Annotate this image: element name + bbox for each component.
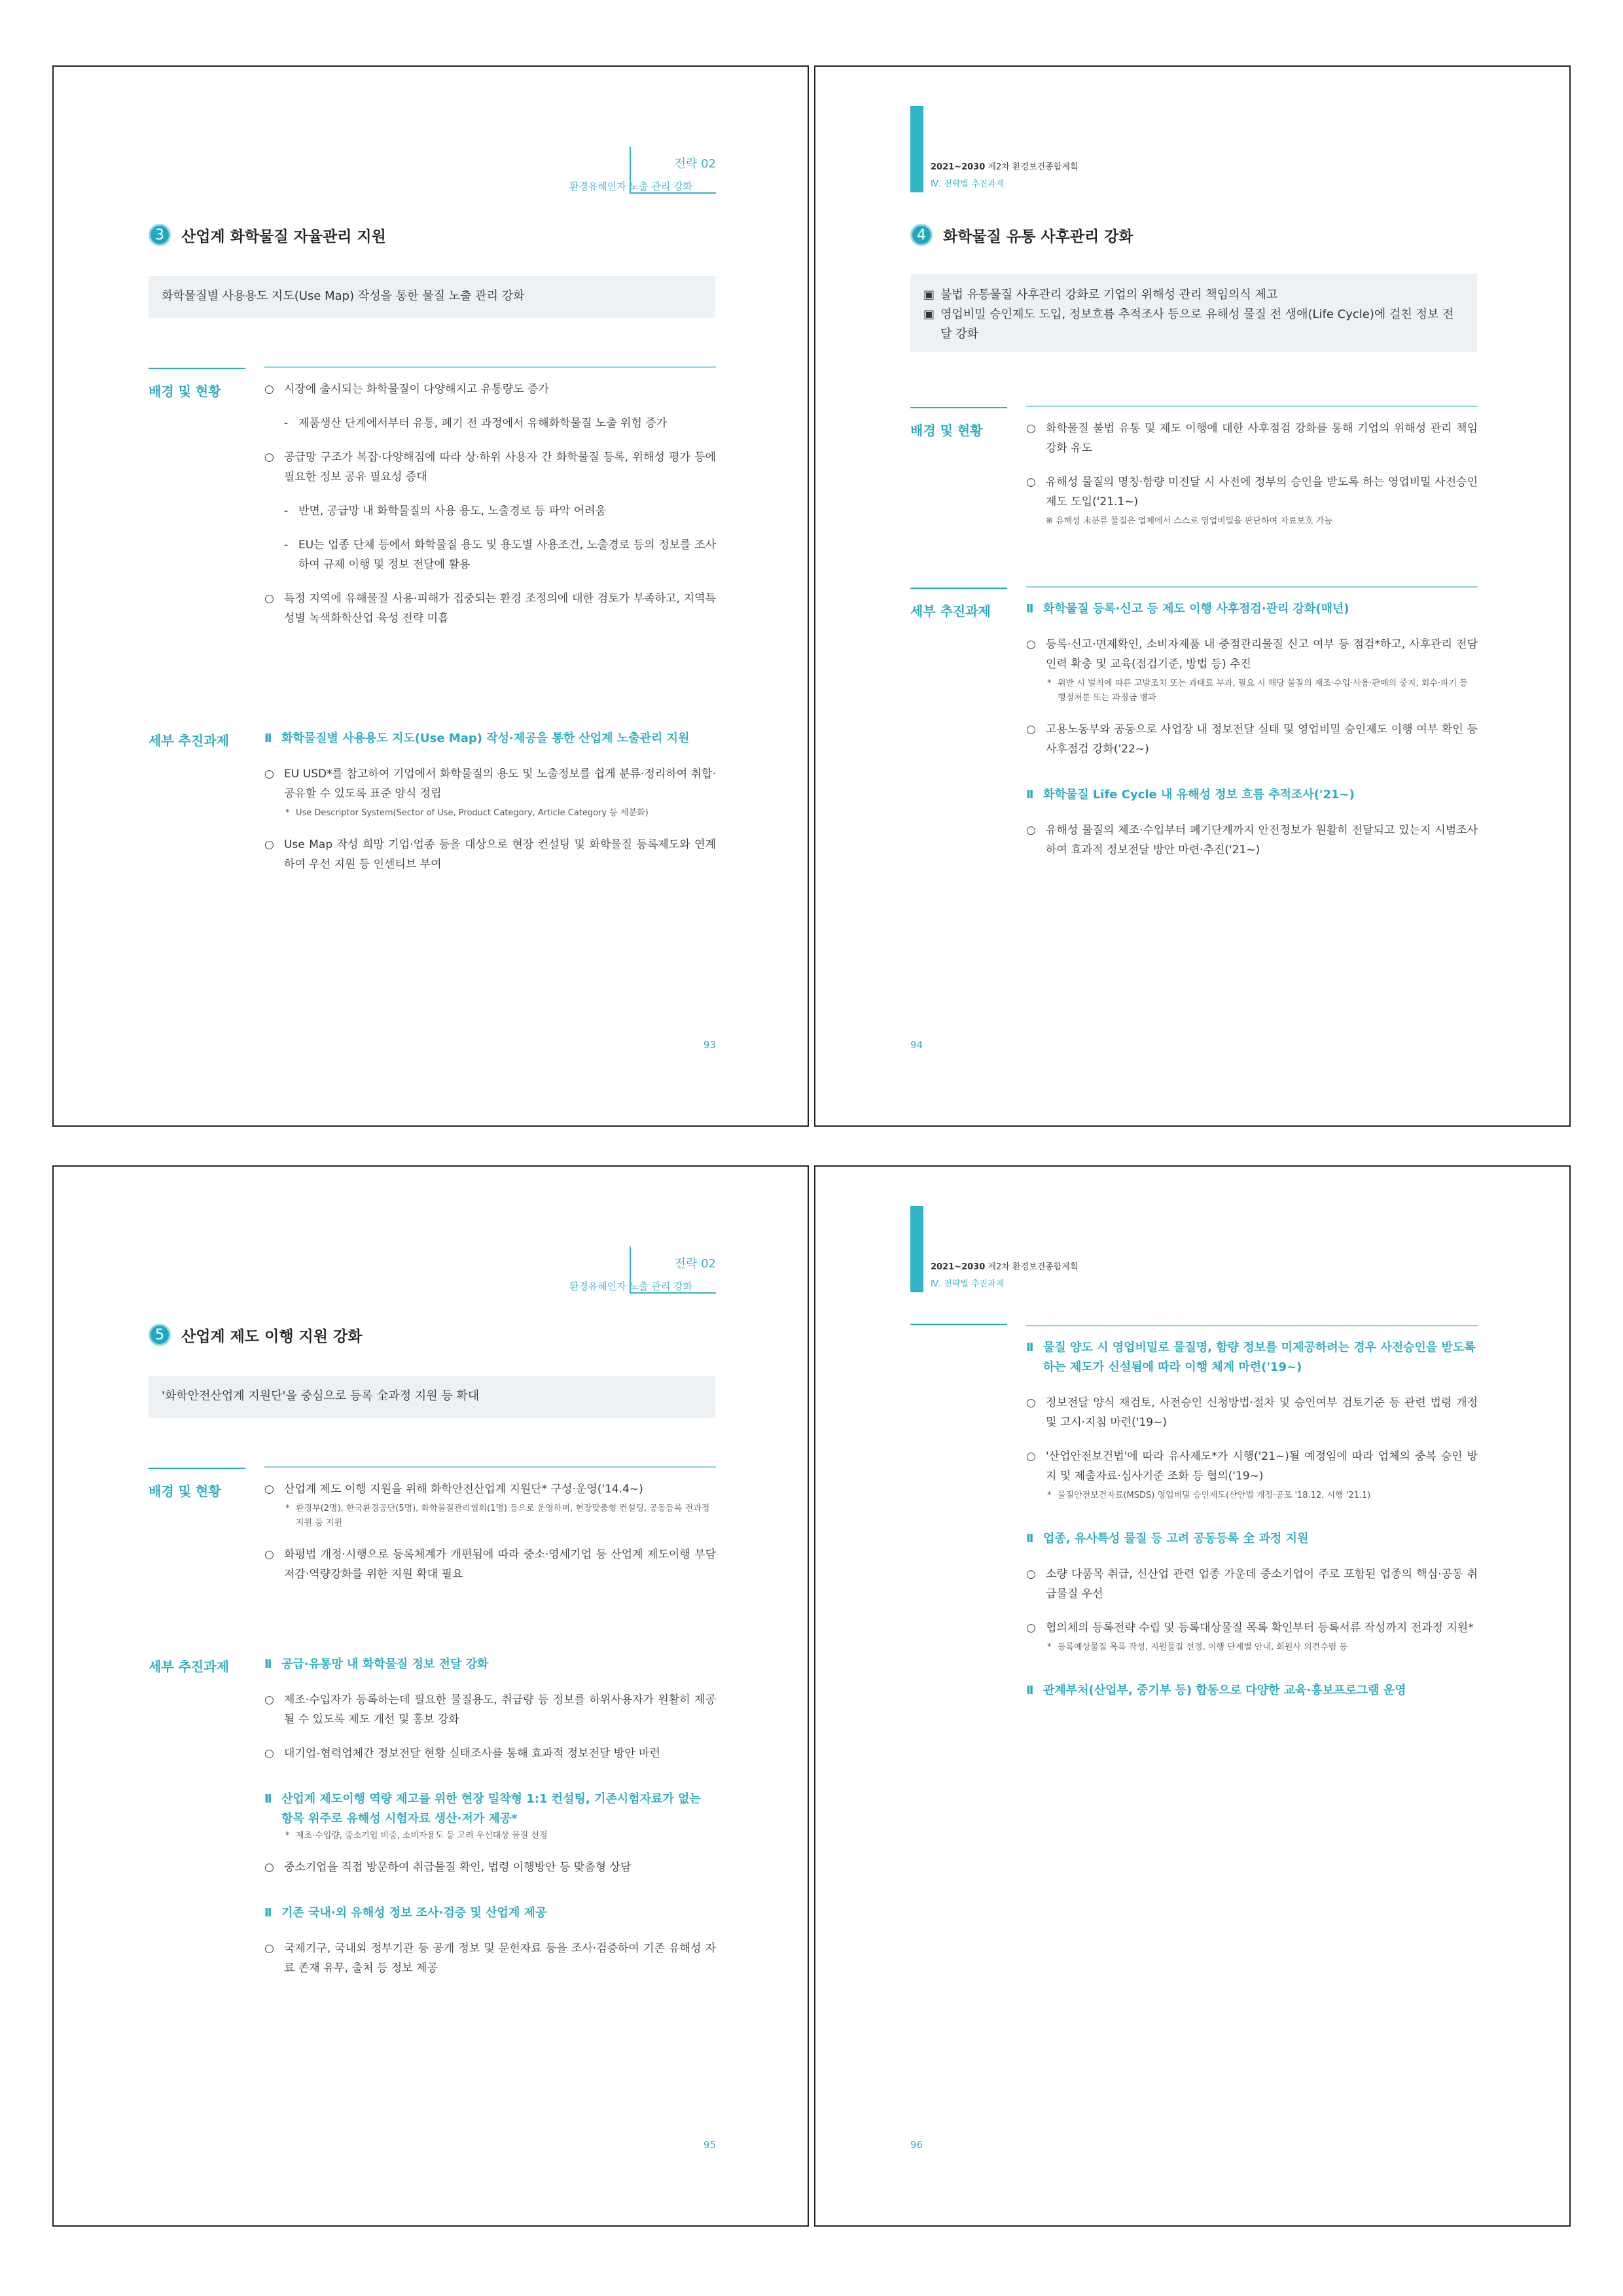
background-label: 배경 및 현황 <box>149 1481 253 1500</box>
background-content <box>1026 419 1478 543</box>
header-plan-title: 2021~2030 제2차 환경보건종합계획 <box>931 1262 1079 1272</box>
list-item: ○ 유해성 물질의 제조·수입부터 폐기단계까지 안전정보가 원활히 전달되고 있는지 시범조사하여 효과적 정보전달 방안 마련·추진('21~) <box>1026 824 1478 857</box>
background-label: 배경 및 현황 <box>149 381 253 400</box>
detail-subheading: ⅠⅠ 화학물질 Life Cycle 내 유해성 정보 흐름 추적조사('21~) <box>1026 788 1355 802</box>
list-item: ○ 등록·신고·면제확인, 소비자제품 내 중점관리물질 신고 여부 등 점검*하고, 사후관리 전담인력 확충 및 교육(점검기준, 방법 등) 추진 <box>1026 638 1478 671</box>
summary-text: 화학물질별 사용용도 지도(Use Map) 작성을 통한 물질 노출 관리 강화 <box>162 289 525 303</box>
detail-label: 세부 추진과제 <box>149 1659 229 1674</box>
section-number: 4 <box>910 224 933 246</box>
page-number: 94 <box>910 1039 923 1051</box>
footnote: * 환경부(2명), 한국환경공단(5명), 화학물질관리협회(1명) 등으로 운영하며, 현장맞춤형 컨설팅, 공동등록 전과정 지원 등 지원 <box>285 1504 710 1528</box>
list-item: ○ 협의체의 등록전략 수립 및 등록대상물질 목록 확인부터 등록서류 작성까지 전과정 지원* <box>1026 1621 1474 1634</box>
section-title-text: 산업계 제도 이행 지원 강화 <box>181 1328 363 1345</box>
detail-label: 세부 추진과제 <box>149 733 229 749</box>
section-title-text: 화학물질 유통 사후관리 강화 <box>943 228 1133 245</box>
detail-subheading: ⅠⅠ 관계부처(산업부, 중기부 등) 합동으로 다양한 교육·홍보프로그램 운영 <box>1026 1684 1406 1697</box>
page-number: 96 <box>910 2139 923 2151</box>
list-item: ○ 제조·수입자가 등록하는데 필요한 물질용도, 취급량 등 정보를 하위사용자가 원활히 제공될 수 있도록 제도 개선 및 홍보 강화 <box>264 1693 716 1726</box>
detail-content <box>264 729 716 889</box>
background-content <box>264 380 716 643</box>
list-item: - 제품생산 단계에서부터 유통, 폐기 전 과정에서 유해화학물질 노출 위험 증가 <box>284 417 668 430</box>
header-chapter: Ⅳ. 전략별 추진과제 <box>931 179 1005 189</box>
list-item: ○ 산업계 제도 이행 지원을 위해 화학안전산업계 지원단* 구성·운영('14.4~) <box>264 1483 643 1496</box>
detail-subheading: ⅠⅠ 업종, 유사특성 물질 등 고려 공동등록 全 과정 지원 <box>1026 1532 1309 1545</box>
header-accent-bar <box>910 1206 923 1292</box>
list-item: ○ '산업안전보건법'에 따라 유사제도*가 시행('21~)될 예정임에 따라 업체의 중복 승인 방지 및 제출자료·심사기준 조화 등 협의('19~) <box>1026 1450 1478 1483</box>
list-item: ○ 소량 다품목 취급, 신산업 관련 업종 가운데 중소기업이 주로 포함된 업종의 핵심·공동 취급물질 우선 <box>1026 1568 1478 1600</box>
summary-box <box>149 1376 715 1418</box>
footnote: * 위반 시 벌칙에 따른 고발조치 또는 과태료 부과, 필요 시 해당 물질의 제조·수입·사용·판매의 중지, 회수·파기 등 행정처분 또는 과징금 병과 <box>1047 679 1468 703</box>
list-item: ○ 화평법 개정·시행으로 등록체계가 개편됨에 따라 중소·영세기업 등 산업계 제도이행 부담저감·역량강화를 위한 지원 확대 필요 <box>264 1548 716 1581</box>
header-accent-bar <box>910 106 923 192</box>
section-number: 3 <box>149 224 171 246</box>
list-item: ○ 대기업-협력업체간 정보전달 현황 실태조사를 통해 효과적 정보전달 방안 마련 <box>264 1747 660 1760</box>
section-title <box>910 224 1133 246</box>
background-label: 배경 및 현황 <box>910 420 1015 439</box>
page-number: 93 <box>703 1039 716 1051</box>
page-number: 95 <box>703 2139 716 2151</box>
footnote: * 물질안전보건자료(MSDS) 영업비밀 승인제도(산안법 개정·공포 '18.12, 시행 '21.1) <box>1047 1491 1371 1500</box>
list-item: ○ EU USD*를 참고하여 기업에서 화학물질의 용도 및 노출정보를 쉽게 분류·정리하여 취합·공유할 수 있도록 표준 양식 정립 <box>264 768 716 800</box>
summary-text: '화학안전산업계 지원단'을 중심으로 등록 全과정 지원 등 확대 <box>162 1389 480 1403</box>
list-item: ○ Use Map 작성 희망 기업·업종 등을 대상으로 현장 컨설팅 및 화학물질 등록제도와 연계하여 우선 지원 등 인센티브 부여 <box>264 838 716 871</box>
section-title-text: 산업계 화학물질 자율관리 지원 <box>181 228 386 245</box>
background-content <box>264 1479 716 1598</box>
list-item: - EU는 업종 단체 등에서 화학물질 용도 및 용도별 사용조건, 노출경로 등의 정보를 조사하여 규제 이행 및 정보 전달에 활용 <box>284 539 716 571</box>
page-95 <box>52 1165 809 2227</box>
header-chapter: Ⅳ. 전략별 추진과제 <box>931 1279 1005 1289</box>
summary-box: ▣ 불법 유통물질 사후관리 강화로 기업의 위해성 관리 책임의식 제고 ▣ 영업비밀 승인제도 도입, 정보흐름 추적조사 등으로 유해성 물질 전 생애(Life Cycle)에 걸친 정보 전달 강화 <box>910 274 1477 352</box>
page-96 <box>814 1165 1571 2227</box>
footnote: * 등록예상물질 목록 작성, 지원물질 선정, 이행 단계별 안내, 회원사 의견수렴 등 <box>1047 1642 1348 1652</box>
detail-subheading: ⅠⅠ 산업계 제도이행 역량 제고를 위한 현장 밀착형 1:1 컨설팅, 기존시험자료가 없는 항목 위주로 유해성 시험자료 생산·저가 제공* <box>264 1792 701 1826</box>
section-title <box>149 1324 362 1346</box>
summary-box <box>149 276 715 318</box>
detail-content <box>1026 599 1478 874</box>
detail-content <box>264 1655 716 1992</box>
page-93 <box>52 65 809 1127</box>
detail-label: 세부 추진과제 <box>910 601 1015 620</box>
list-item: ○ 중소기업을 직접 방문하여 취급물질 확인, 법령 이행방안 등 맞춤형 상담 <box>264 1861 632 1874</box>
detail-subheading: ⅠⅠ 화학물질 등록·신고 등 제도 이행 사후점검·관리 강화(매년) <box>1026 602 1349 616</box>
list-item: ○ 특정 지역에 유해물질 사용·피해가 집중되는 환경 조정의에 대한 검토가 부족하고, 지역특성별 녹색화학산업 육성 전략 미흡 <box>264 592 716 625</box>
footnote: * Use Descriptor System(Sector of Use, Product Category, Article Category 등 세분화) <box>285 808 649 818</box>
list-item: ○ 시장에 출시되는 화학물질이 다양해지고 유통량도 증가 <box>264 383 549 396</box>
header-plan-title: 2021~2030 제2차 환경보건종합계획 <box>931 162 1079 172</box>
footnote: * 제조·수입량, 중소기업 비중, 소비자용도 등 고려 우선대상 물질 선정 <box>285 1831 548 1841</box>
header-subtitle: 환경유해인자 노출 관리 강화 <box>569 181 692 192</box>
detail-subheading: ⅠⅠ 화학물질별 사용용도 지도(Use Map) 작성·제공을 통한 산업계 노출관리 지원 <box>264 732 690 745</box>
detail-subheading: ⅠⅠ 공급·유통망 내 화학물질 정보 전달 강화 <box>264 1657 489 1671</box>
list-item: ○ 정보전달 양식 재검토, 사전승인 신청방법·절차 및 승인여부 검토기준 등 관련 법령 개정 및 고시·지침 마련('19~) <box>1026 1396 1478 1429</box>
section-number: 5 <box>149 1324 171 1346</box>
footnote: ※ 유해성 未분류 물질은 업체에서 스스로 영업비밀을 판단하여 자료보호 가능 <box>1046 516 1332 526</box>
list-item: ○ 공급망 구조가 복잡·다양해짐에 따라 상·하위 사용자 간 화학물질 등록, 위해성 평가 등에 필요한 정보 공유 필요성 증대 <box>264 451 716 484</box>
header-subtitle: 환경유해인자 노출 관리 강화 <box>569 1280 692 1292</box>
header-strategy: 전략 02 <box>674 1257 716 1271</box>
list-item: - 반면, 공급망 내 화학물질의 사용 용도, 노출경로 등 파악 어려움 <box>284 504 606 518</box>
list-item: ○ 유해성 물질의 명칭·함량 미전달 시 사전에 정부의 승인을 받도록 하는 영업비밀 사전승인제도 도입('21.1~) <box>1026 476 1478 508</box>
detail-subheading: ⅠⅠ 기존 국내·외 유해성 정보 조사·검증 및 산업계 제공 <box>264 1906 547 1920</box>
page-94 <box>814 65 1571 1127</box>
detail-subheading: ⅠⅠ 물질 양도 시 영업비밀로 물질명, 함량 정보를 미제공하려는 경우 사전승인을 받도록 하는 제도가 신설됨에 따라 이행 체계 마련('19~) <box>1026 1341 1476 1374</box>
list-item: ○ 화학물질 불법 유통 및 제도 이행에 대한 사후점검 강화를 통해 기업의 위해성 관리 책임 강화 유도 <box>1026 422 1478 455</box>
detail-content <box>1026 1338 1478 1716</box>
header-strategy: 전략 02 <box>674 157 716 171</box>
divider <box>910 1324 1007 1325</box>
list-item: ○ 국제기구, 국내외 정부기관 등 공개 정보 및 문헌자료 등을 조사·검증하여 기존 유해성 자료 존재 유무, 출처 등 정보 제공 <box>264 1942 716 1975</box>
list-item: ○ 고용노동부와 공동으로 사업장 내 정보전달 실태 및 영업비밀 승인제도 이행 여부 확인 등 사후점검 강화('22~) <box>1026 723 1478 756</box>
section-title <box>149 224 386 246</box>
